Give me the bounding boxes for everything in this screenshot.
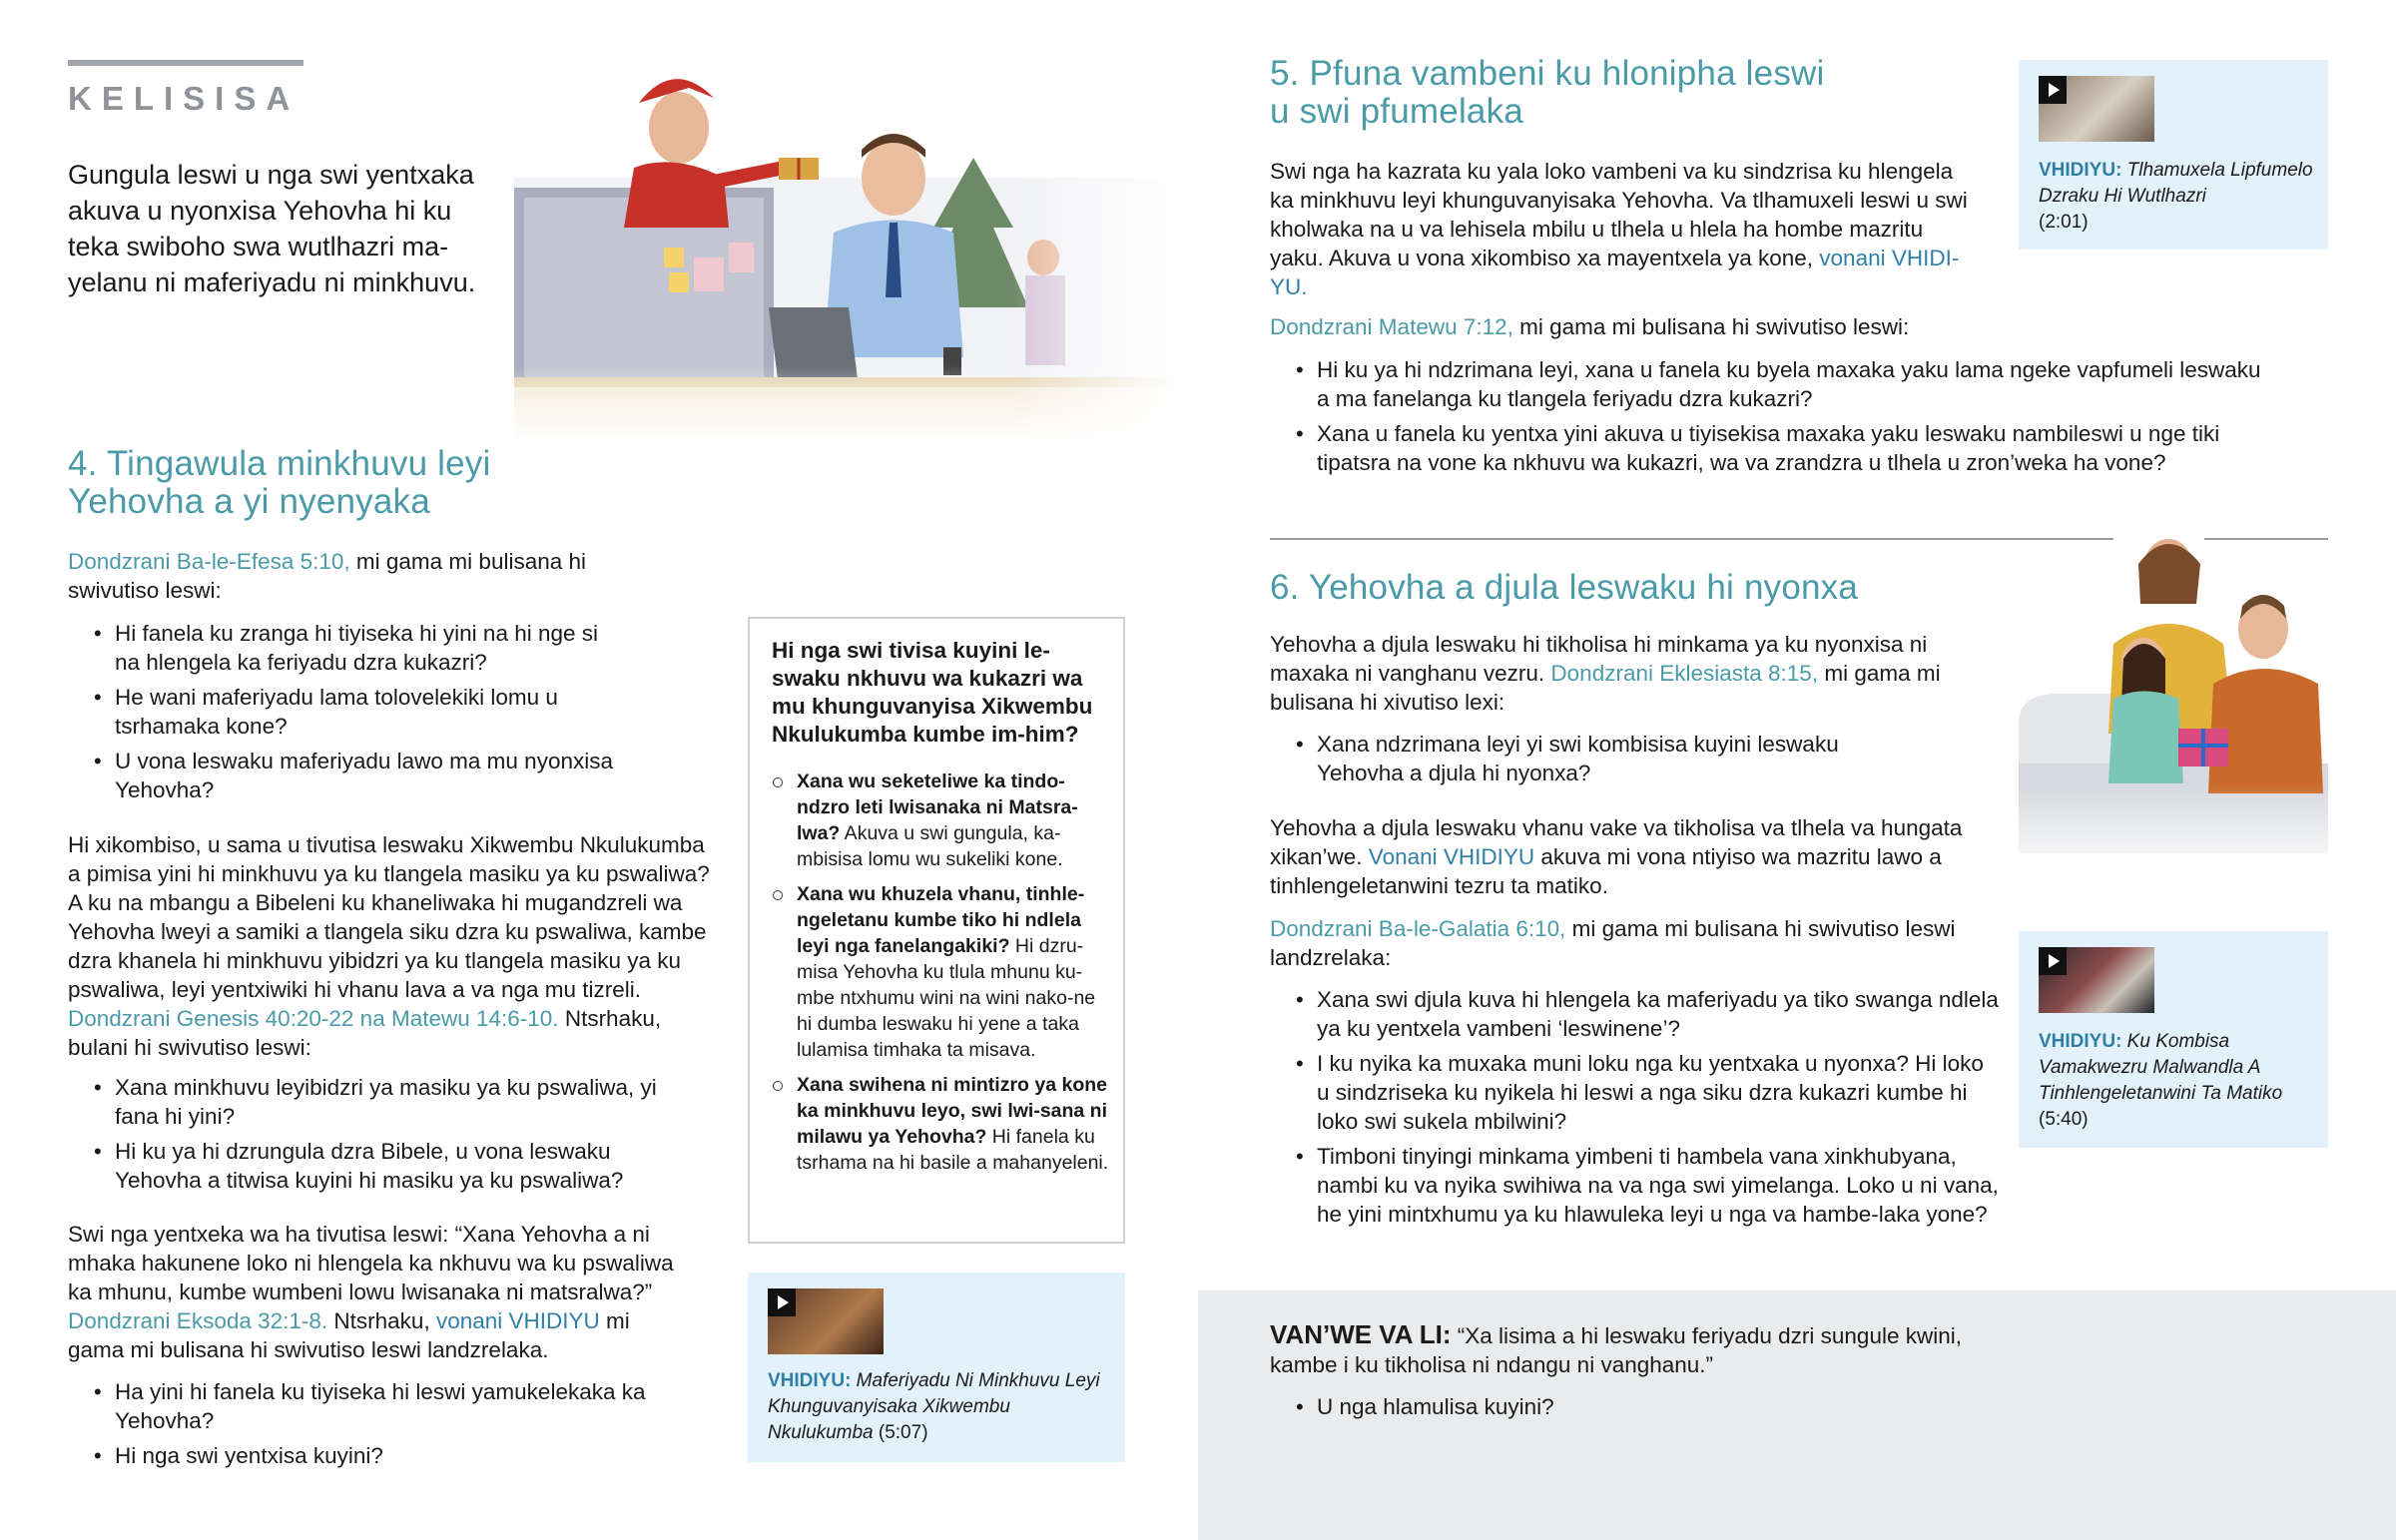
section4-title: 4. Tingawula minkhuvu leyi Yehovha a yi nyenyaka — [68, 444, 491, 521]
section5-para1: Swi nga ha kazrata ku yala loko vambeni va ku sindzrisa ku hlengela ka minkhuvu leyi khunguvanyisaka Yehovha. Va tlhamuxeli leswi u swi kholwaka na u va lehisela mbilu u tlhela u hlela ha hombe mazritu yaku. Akuva u vona xikombiso xa mayentxela ya kone, vonani VHIDI-YU. — [1270, 159, 1968, 299]
question-box-list — [772, 769, 1111, 1185]
scripture-ref-eklesiasta[interactable]: Dondzrani Eklesiasta 8:15, — [1550, 661, 1819, 686]
list-item: • He wani maferiyadu lama tolovelekiki lomu u tsrhamaka kone? — [68, 683, 627, 741]
list-item: Xana wu khuzela vhanu, tinhle-ngeletanu kumbe tiko hi ndlela leyi nga fanelangakiki? Hi dzru-misa Yehovha ku tlula mhunu ku-mbe ntxhumu wini na wini nako-ne hi dumba leswaku hi yene a taka lulamisa timhaka ta misava. — [772, 881, 1111, 1063]
question-box — [748, 617, 1125, 1244]
scripture-ref-galatia[interactable]: Dondzrani Ba-le-Galatia 6:10, — [1270, 916, 1566, 941]
list-item: • Hi ku ya hi ndzrimana leyi, xana u fanela ku byela maxaka yaku lama ngeke vapfumeli leswaku a ma fanelanga ku tlangela feriyadu dzra kukazri? — [1270, 355, 2268, 413]
play-icon[interactable] — [768, 1288, 796, 1316]
list-item: • I ku nyika ka muxaka muni loku nga ku yentxaka u nyonxa? Hi loko u sindzriseka ku nyikela hi leswi a nga siku dzra kukazri kumbe hi loko swi sukela mbilwini? — [1270, 1049, 1999, 1136]
list-item: • Xana swi djula kuva hi hlengela ka maferiyadu ya tiko swanga ndlela ya ku yentxela vambeni ‘leswinene’? — [1270, 985, 1999, 1043]
vanweva-questions — [1270, 1392, 1969, 1427]
list-item: • Timboni tinyingi minkama yimbeni ti hambela vana xinkhubyana, nambi ku va nyika swihiwa na va nga swi yimelanga. Loko u ni vana, he yini mintxhumu ya ku hlawuleka leyi u nga va hambe-laka yone? — [1270, 1142, 1999, 1229]
office-party-illustration — [514, 58, 1178, 442]
section4-questions-3 — [68, 1377, 667, 1476]
video-thumbnail[interactable] — [2039, 947, 2154, 1013]
section6-title: 6. Yehovha a djula leswaku hi nyonxa — [1270, 568, 1859, 607]
play-icon[interactable] — [2039, 76, 2067, 104]
section5-questions — [1270, 355, 2268, 483]
kelisisa-label: KELISISA — [68, 80, 300, 117]
video-card-ku-kombisa[interactable] — [2019, 931, 2328, 1148]
section-divider — [1270, 538, 2113, 540]
section4-questions-2 — [68, 1073, 667, 1201]
video-thumbnail[interactable] — [2039, 76, 2154, 142]
list-item: Xana swihena ni mintizro ya kone ka minkhuvu leyo, swi lwi-sana ni milawu ya Yehovha? Hi fanela ku tsrhama na hi basile a mahanyeleni. — [772, 1072, 1111, 1176]
section6-questions-1 — [1270, 730, 1889, 793]
section4-para2: Swi nga yentxeka wa ha tivutisa leswi: “Xana Yehovha a ni mhaka hakunene loko ni hlengela ka nkhuvu wa ku pswaliwa ka mhunu, kumbe wumbeni lowu lwisanaka ni matsralwa?” Dondzrani Eksoda 32:1-8. Ntsrhaku, vonani VHIDIYU mi gama mi bulisana hi swivutiso leswi landzrelaka. — [68, 1222, 674, 1362]
video-link[interactable]: Vonani VHIDIYU — [1368, 844, 1535, 869]
video-caption: VHIDIYU: Ku Kombisa Vamakwezru Malwandla A Tinhlengeletanwini Ta Matiko (5:40) — [2039, 1031, 2283, 1130]
play-icon[interactable] — [2039, 947, 2067, 975]
vanweva-quote: VAN’WE VA LI: “Xa lisima a hi leswaku feriyadu dzri sungule kwini, kambe i ku tikholisa ni ndangu ni vanghanu.” — [1270, 1319, 1962, 1377]
video-link[interactable]: vonani VHIDI-YU. — [1270, 246, 1960, 299]
section6-para2: Yehovha a djula leswaku vhanu vake va tikholisa va tlhela va hungata xikan’we. Vonani VHIDIYU akuva mi vona ntiyiso wa mazritu lawo a tinhlengeletanwini tezru ta matiko. — [1270, 815, 1963, 898]
list-item: • Xana ndzrimana leyi yi swi kombisisa kuyini leswaku Yehovha a djula hi nyonxa? — [1270, 730, 1889, 787]
kelisisa-text: Gungula leswi u nga swi yentxaka akuva u nyonxisa Yehovha hi ku teka swiboho swa wutlhazri ma-yelanu ni maferiyadu ni minkhuvu. — [68, 160, 476, 297]
section6-questions-2 — [1270, 985, 1999, 1235]
list-item: • Xana minkhuvu leyibidzri ya masiku ya ku pswaliwa, yi fana hi yini? — [68, 1073, 667, 1131]
section6-ref: Dondzrani Ba-le-Galatia 6:10, mi gama mi bulisana hi swivutiso leswi landzrelaka: — [1270, 916, 1956, 970]
video-link[interactable]: vonani VHIDIYU — [435, 1308, 600, 1333]
list-item: • Xana u fanela ku yentxa yini akuva u tiyisekisa maxaka yaku leswaku nambileswi u nge tiki tipatsra na vone ka nkhuvu wa kukazri, wa va zrandzra u tlhela u zron’weka ha vone? — [1270, 419, 2268, 477]
section5-title: 5. Pfuna vambeni ku hlonipha leswi u swi pfumelaka — [1270, 54, 1825, 131]
vanweva-label: VAN’WE VA LI: — [1270, 1319, 1452, 1349]
section4-para1: Hi xikombiso, u sama u tivutisa leswaku Xikwembu Nkulukumba a pimisa yini hi minkhuvu ya ku tlangela masiku ya ku pswaliwa? A ku na mbangu a Bibeleni ku khaneliwaka hi mugandzreli wa Yehovha lweyi a samiki a tlangela siku dzra ku pswaliwa, kambe dzra khanela hi minkhuvu yibidzri ya ku tlangela masiku ya ku pswaliwa, leyi yentxiwiki hi vhanu lava a va nga mu tizreli. Dondzrani Genesis 40:20-22 na Matewu 14:6-10. Ntsrhaku, bulani hi swivutiso leswi: — [68, 832, 710, 1060]
list-item: • Hi ku ya hi dzrungula dzra Bibele, u vona leswaku Yehovha a titwisa kuyini hi masiku ya ku pswaliwa? — [68, 1137, 667, 1195]
video-card-maferiyadu[interactable] — [748, 1273, 1125, 1462]
scripture-ref-genesis[interactable]: Dondzrani Genesis 40:20-22 na Matewu 14:6-10. — [68, 1006, 559, 1031]
kelisisa-rule — [68, 60, 303, 66]
section4-questions-1 — [68, 619, 627, 810]
section5-ref: Dondzrani Matewu 7:12, mi gama mi bulisana hi swivutiso leswi: — [1270, 314, 1910, 339]
video-caption: VHIDIYU: Maferiyadu Ni Minkhuvu Leyi Khunguvanyisaka Xikwembu Nkulukumba (5:07) — [768, 1370, 1100, 1443]
list-item: • Hi nga swi yentxisa kuyini? — [68, 1441, 667, 1470]
section4-intro: Dondzrani Ba-le-Efesa 5:10, mi gama mi bulisana hi swivutiso leswi: — [68, 549, 587, 603]
video-card-tlhamuxela[interactable] — [2019, 60, 2328, 250]
section6-para1: Yehovha a djula leswaku hi tikholisa hi minkama ya ku nyonxisa ni maxaka ni vanghanu vezru. Dondzrani Eklesiasta 8:15, mi gama mi bulisana hi xivutiso lexi: — [1270, 632, 1941, 715]
list-item: • U nga hlamulisa kuyini? — [1270, 1392, 1969, 1421]
video-caption: VHIDIYU: Tlhamuxela Lipfumelo Dzraku Hi Wutlhazri (2:01) — [2039, 160, 2313, 233]
list-item: • Ha yini hi fanela ku tiyiseka hi leswi yamukelekaka ka Yehovha? — [68, 1377, 667, 1435]
scripture-ref-eksoda[interactable]: Dondzrani Eksoda 32:1-8. — [68, 1308, 328, 1333]
list-item: • Hi fanela ku zranga hi tiyiseka hi yini na hi nge si na hlengela ka feriyadu dzra kukazri? — [68, 619, 627, 677]
scripture-ref-matewu[interactable]: Dondzrani Matewu 7:12, — [1270, 314, 1513, 339]
question-box-title: Hi nga swi tivisa kuyini le-swaku nkhuvu wa kukazri wa mu khunguvanyisa Xikwembu Nkulukumba kumbe im-him? — [772, 638, 1093, 747]
video-thumbnail[interactable] — [768, 1288, 884, 1354]
scripture-ref-efesa[interactable]: Dondzrani Ba-le-Efesa 5:10, — [68, 549, 350, 574]
family-gift-illustration — [2019, 524, 2328, 873]
list-item: • U vona leswaku maferiyadu lawo ma mu nyonxisa Yehovha? — [68, 747, 627, 804]
list-item: Xana wu seketeliwe ka tindo-ndzro leti lwisanaka ni Matsra-lwa? Akuva u swi gungula, ka-mbisisa lomu wu sukeliki kone. — [772, 769, 1111, 872]
